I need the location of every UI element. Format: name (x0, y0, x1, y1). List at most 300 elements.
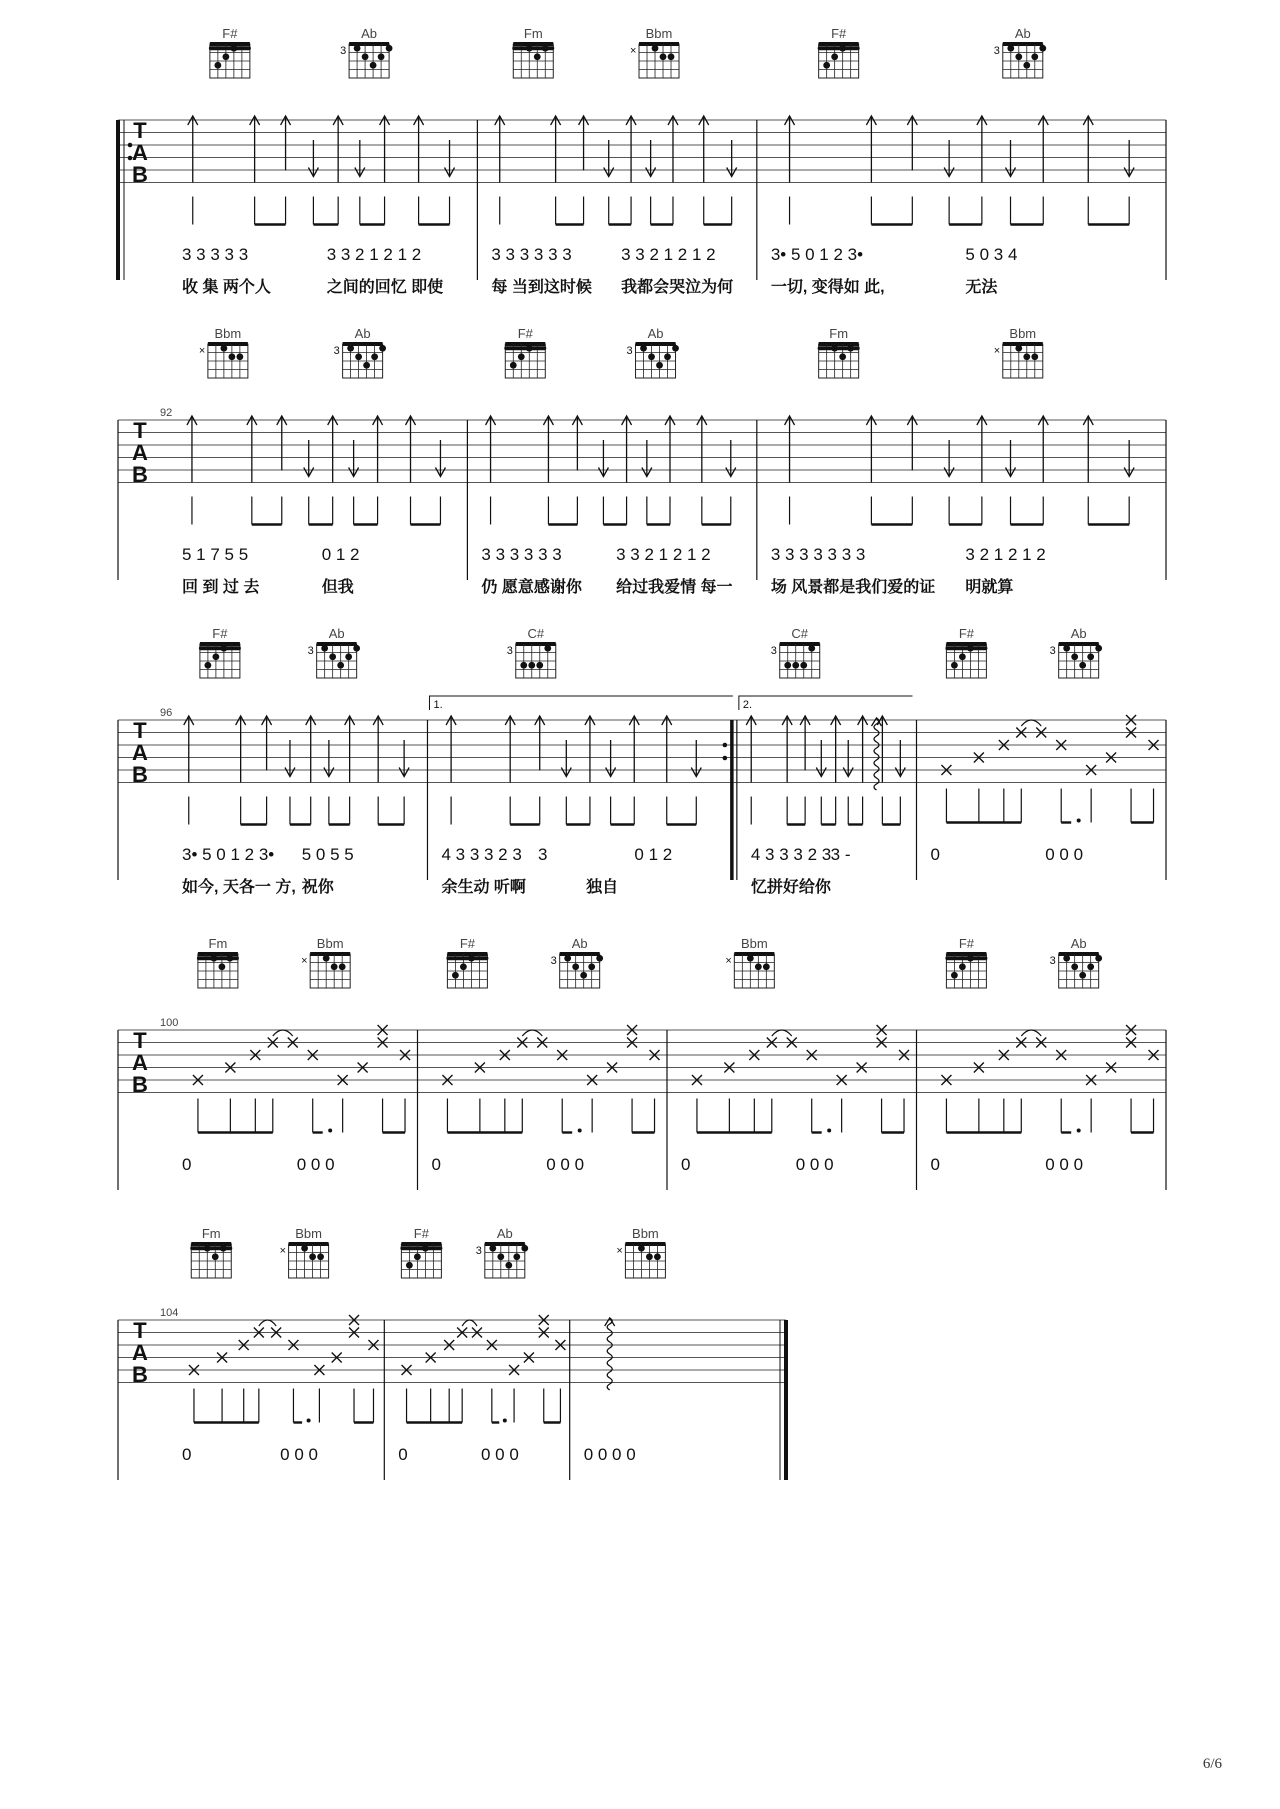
measure (181, 626, 427, 896)
chord-fret-label: × (301, 955, 308, 967)
chord-diagram (1050, 936, 1102, 988)
chord-fret-label: × (616, 1245, 623, 1257)
tab-clef-letter: T (133, 1318, 147, 1343)
chord-finger-dot (640, 345, 647, 352)
chord-finger-dot (572, 963, 579, 970)
chord-finger-dot (347, 345, 354, 352)
chord-finger-dot (526, 345, 533, 352)
chord-finger-dot (222, 53, 229, 60)
chord-diagram (199, 626, 241, 678)
tab-system (118, 626, 1166, 896)
chord-finger-dot (959, 963, 966, 970)
chord-fret-label: 3 (333, 345, 340, 357)
chord-finger-dot (521, 1245, 528, 1252)
chord-finger-dot (1087, 653, 1094, 660)
volta-bracket (739, 696, 913, 710)
chord-finger-dot (1023, 353, 1030, 360)
chord-finger-dot (652, 45, 659, 52)
measure (429, 626, 736, 896)
chord-finger-dot (1023, 62, 1030, 69)
numbered-notation: 3 3 2 1 2 1 2 (621, 245, 716, 264)
chord-name: F# (459, 936, 475, 951)
chord-diagram (340, 26, 392, 78)
measure-number: 92 (160, 407, 173, 419)
chord-diagram (627, 326, 679, 378)
chord-barre (199, 646, 241, 650)
tab-clef-letter: B (132, 1362, 148, 1387)
numbered-notation: 3 3 2 1 2 1 2 (616, 545, 711, 564)
chord-finger-dot (526, 45, 533, 52)
chord-finger-dot (227, 955, 234, 962)
lyric-text: 无法 (965, 279, 998, 296)
numbered-notation: 0 1 2 (321, 545, 360, 564)
numbered-notation: 0 (182, 1155, 192, 1174)
repeat-dot (128, 156, 133, 161)
chord-finger-dot (422, 1245, 429, 1252)
volta-label: 2. (742, 699, 753, 711)
numbered-notation: 0 0 0 0 (583, 1445, 636, 1464)
chord-fret-label: × (993, 345, 1001, 357)
arpeggio-arrowhead (605, 1318, 615, 1326)
rhythm-dot (1077, 1129, 1081, 1133)
chord-finger-dot (646, 1253, 653, 1260)
chord-finger-dot (672, 345, 679, 352)
numbered-notation: 0 0 0 (481, 1445, 519, 1464)
tie-arc (273, 1030, 293, 1036)
chord-finger-dot (951, 972, 958, 979)
chord-name: C# (791, 626, 809, 641)
chord-finger-dot (414, 1253, 421, 1260)
chord-name: C# (527, 626, 545, 641)
tab-clef-letter: B (132, 1072, 148, 1097)
tab-clef-letter: A (132, 1340, 148, 1365)
lyric-text: 明就算 (965, 579, 1014, 596)
chord-finger-dot (1015, 53, 1022, 60)
numbered-notation: 0 (398, 1445, 408, 1464)
numbered-notation: 0 0 0 (546, 1155, 585, 1174)
chord-finger-dot (386, 45, 393, 52)
chord-finger-dot (236, 353, 243, 360)
lyric-text: 独自 (586, 879, 619, 896)
tab-clef-letter: B (132, 462, 148, 487)
tab-clef-letter: T (133, 1028, 147, 1053)
chord-name: Ab (647, 326, 664, 341)
chord-barre (818, 46, 860, 50)
numbered-notation: 3 3 2 1 2 1 2 (326, 245, 422, 264)
numbered-notation: 0 0 0 (280, 1445, 318, 1464)
tab-clef-letter: B (132, 162, 148, 187)
chord-finger-dot (317, 1253, 324, 1260)
numbered-notation: 0 1 2 (634, 845, 673, 864)
numbered-notation: 5 1 7 5 5 (182, 545, 249, 564)
chord-finger-dot (520, 662, 527, 669)
chord-diagram (818, 326, 860, 378)
lyric-text: 但我 (321, 579, 354, 596)
chord-name: Fm (201, 1226, 221, 1241)
chord-finger-dot (354, 45, 361, 52)
numbered-notation: 4 3 3 3 2 3 (441, 845, 522, 864)
chord-name: Ab (354, 326, 371, 341)
chord-fret-label: 3 (626, 345, 633, 357)
lyric-text: 每 当到这时候 (491, 279, 592, 296)
rhythm-dot (578, 1129, 582, 1133)
measure (481, 326, 756, 596)
measure-number: 100 (160, 1017, 179, 1029)
chord-finger-dot (1079, 662, 1086, 669)
chord-name: F# (831, 26, 847, 41)
lyric-text: 余生动 听啊 (441, 879, 526, 896)
chord-finger-dot (831, 53, 838, 60)
numbered-notation: 0 0 0 (296, 1155, 335, 1174)
chord-barre (209, 46, 251, 50)
chord-finger-dot (763, 963, 770, 970)
tab-system (118, 326, 1166, 596)
chord-finger-dot (823, 62, 830, 69)
chord-barre (945, 646, 987, 650)
chord-finger-dot (808, 645, 815, 652)
chord-finger-dot (337, 662, 344, 669)
chord-name: Fm (208, 936, 228, 951)
tab-clef-letter: A (132, 740, 148, 765)
chord-finger-dot (214, 62, 221, 69)
chord-finger-dot (489, 1245, 496, 1252)
tab-clef-letter: A (132, 140, 148, 165)
numbered-notation: 3 - (830, 845, 851, 864)
measure (182, 1226, 384, 1480)
measure (931, 626, 1167, 880)
numbered-notation: 3• 5 0 1 2 3• (182, 845, 275, 864)
chord-finger-dot (1071, 653, 1078, 660)
measure (931, 936, 1167, 1190)
measure (182, 936, 418, 1190)
chord-name: Bbm (645, 26, 673, 41)
chord-finger-dot (1079, 972, 1086, 979)
numbered-notation: 5 0 5 5 (301, 845, 354, 864)
measure (432, 936, 668, 1190)
chord-finger-dot (967, 955, 974, 962)
measure (584, 1226, 786, 1480)
chord-finger-dot (967, 645, 974, 652)
tab-system (118, 936, 1166, 1190)
chord-name: F# (222, 26, 238, 41)
measure (398, 1226, 569, 1480)
numbered-notation: 3 3 3 3 3 3 3 (770, 545, 866, 564)
numbered-notation: 0 (930, 1155, 940, 1174)
chord-diagram (818, 26, 860, 78)
chord-finger-dot (371, 353, 378, 360)
chord-diagram (446, 936, 488, 988)
tab-clef-letter: T (133, 718, 147, 743)
chord-diagram (630, 26, 679, 78)
chord-diagram (945, 626, 987, 678)
measure (491, 26, 756, 296)
tab-clef-letter: A (132, 440, 148, 465)
chord-name: Ab (1070, 936, 1087, 951)
chord-finger-dot (460, 963, 467, 970)
measure-number: 96 (160, 707, 173, 719)
numbered-notation: 0 (182, 1445, 192, 1464)
chord-fret-label: 3 (770, 645, 777, 657)
chord-diagram (945, 936, 987, 988)
lyric-text: 如今, 天各一 方, (182, 879, 296, 896)
rhythm-dot (827, 1129, 831, 1133)
chord-finger-dot (329, 653, 336, 660)
chord-diagram (507, 626, 556, 678)
chord-barre (504, 346, 546, 350)
chord-finger-dot (1007, 45, 1014, 52)
volta-bracket (429, 696, 732, 710)
chord-finger-dot (544, 645, 551, 652)
chord-finger-dot (452, 972, 459, 979)
chord-diagram (994, 26, 1046, 78)
chord-finger-dot (747, 955, 754, 962)
chord-diagram (301, 936, 350, 988)
chord-finger-dot (204, 1245, 211, 1252)
chord-finger-dot (542, 45, 549, 52)
tab-system (118, 26, 1166, 296)
chord-finger-dot (1095, 955, 1102, 962)
chord-name: Ab (1014, 26, 1031, 41)
chord-finger-dot (536, 662, 543, 669)
chord-finger-dot (228, 353, 235, 360)
numbered-notation: 0 (930, 845, 940, 864)
chord-finger-dot (664, 353, 671, 360)
chord-finger-dot (212, 1253, 219, 1260)
chord-finger-dot (959, 653, 966, 660)
chord-finger-dot (370, 62, 377, 69)
chord-finger-dot (648, 353, 655, 360)
chord-finger-dot (497, 1253, 504, 1260)
chord-finger-dot (668, 53, 675, 60)
numbered-notation: 3 3 3 3 3 3 (481, 545, 562, 564)
arpeggio-squiggle (874, 718, 879, 790)
chord-diagram (280, 1226, 329, 1278)
chord-finger-dot (1063, 955, 1070, 962)
page-number: 6/6 (1202, 1756, 1222, 1772)
chord-finger-dot (321, 645, 328, 652)
lyric-text: 场 风景都是我们爱的证 (770, 579, 936, 596)
chord-finger-dot (831, 345, 838, 352)
chord-finger-dot (378, 53, 385, 60)
rhythm-dot (1077, 819, 1081, 823)
chord-barre (400, 1246, 442, 1250)
chord-diagram (725, 936, 774, 988)
lyric-text: 忆拼好给你 (750, 879, 831, 896)
numbered-notation: 0 0 0 (795, 1155, 834, 1174)
chord-diagram (400, 1226, 442, 1278)
chord-fret-label: × (630, 45, 637, 57)
chord-finger-dot (534, 53, 541, 60)
repeat-dot (128, 143, 133, 148)
chord-finger-dot (564, 955, 571, 962)
chord-name: Bbm (1009, 326, 1037, 341)
chord-diagram (512, 26, 554, 78)
chord-finger-dot (331, 963, 338, 970)
lyric-text: 之间的回忆 即使 (326, 279, 444, 296)
chord-finger-dot (755, 963, 762, 970)
chord-finger-dot (1087, 963, 1094, 970)
rhythm-dot (503, 1419, 507, 1423)
lyric-text: 祝你 (301, 879, 334, 896)
chord-finger-dot (784, 662, 791, 669)
chord-name: F# (517, 326, 533, 341)
chord-fret-label: 3 (506, 645, 513, 657)
chord-name: Ab (328, 626, 345, 641)
chord-diagram (190, 1226, 232, 1278)
chord-fret-label: 3 (550, 955, 557, 967)
chord-diagram (199, 326, 248, 378)
chord-diagram (334, 326, 386, 378)
chord-finger-dot (1015, 345, 1022, 352)
chord-finger-dot (656, 362, 663, 369)
tie-arc (462, 1320, 477, 1326)
volta-label: 1. (433, 699, 443, 711)
chord-finger-dot (339, 963, 346, 970)
chord-finger-dot (363, 362, 370, 369)
numbered-notation: 3 (537, 845, 548, 864)
tab-clef-letter: T (133, 418, 147, 443)
chord-diagram (209, 26, 251, 78)
chord-finger-dot (220, 645, 227, 652)
numbered-notation: 0 (431, 1155, 441, 1174)
chord-name: Bbm (295, 1226, 322, 1241)
tab-clef-letter: A (132, 1050, 148, 1075)
tie-arc (1021, 1030, 1041, 1036)
lyric-text: 我都会哭泣为何 (621, 279, 734, 296)
chord-finger-dot (839, 45, 846, 52)
chord-finger-dot (654, 1253, 661, 1260)
chord-diagram (476, 1226, 528, 1278)
chord-name: Bbm (316, 936, 344, 951)
chord-fret-label: 3 (1049, 645, 1056, 657)
chord-finger-dot (1071, 963, 1078, 970)
chord-finger-dot (230, 45, 237, 52)
chord-name: Bbm (214, 326, 242, 341)
chord-name: Ab (1070, 626, 1087, 641)
chord-name: Ab (361, 26, 378, 41)
lyric-text: 给过我爱情 每一 (616, 579, 733, 596)
chord-finger-dot (839, 353, 846, 360)
chord-finger-dot (355, 353, 362, 360)
measure (771, 26, 1166, 296)
chord-finger-dot (220, 1245, 227, 1252)
chord-finger-dot (1031, 353, 1038, 360)
lyric-text: 回 到 过 去 (182, 579, 260, 596)
chord-finger-dot (510, 362, 517, 369)
numbered-notation: 3• 5 0 1 2 3• (770, 245, 864, 264)
chord-finger-dot (212, 653, 219, 660)
tie-arc (1021, 720, 1041, 726)
chord-finger-dot (528, 662, 535, 669)
chord-finger-dot (596, 955, 603, 962)
chord-finger-dot (580, 972, 587, 979)
chord-finger-dot (219, 963, 226, 970)
chord-barre (945, 956, 987, 960)
numbered-notation: 5 0 3 4 (965, 245, 1018, 264)
chord-barre (446, 956, 488, 960)
chord-finger-dot (211, 955, 218, 962)
chord-name: F# (212, 626, 228, 641)
chord-finger-dot (951, 662, 958, 669)
tie-arc (772, 1030, 792, 1036)
chord-finger-dot (800, 662, 807, 669)
chord-fret-label: 3 (340, 45, 347, 57)
chord-finger-dot (1031, 53, 1038, 60)
chord-name: Bbm (632, 1226, 659, 1241)
chord-finger-dot (518, 353, 525, 360)
measure-number: 104 (160, 1307, 179, 1319)
numbered-notation: 3 3 3 3 3 (182, 245, 249, 264)
tie-arc (259, 1320, 276, 1326)
rhythm-dot (307, 1419, 311, 1423)
chord-diagram (551, 936, 603, 988)
chord-name: F# (958, 936, 974, 951)
chord-fret-label: 3 (993, 45, 1000, 57)
chord-finger-dot (406, 1262, 413, 1269)
chord-finger-dot (345, 653, 352, 660)
chord-finger-dot (513, 1253, 520, 1260)
chord-fret-label: × (198, 345, 206, 357)
numbered-notation: 4 3 3 3 2 3 (750, 845, 832, 864)
chord-finger-dot (204, 662, 211, 669)
chord-finger-dot (362, 53, 369, 60)
repeat-dot (723, 743, 728, 748)
chord-finger-dot (638, 1245, 645, 1252)
chord-finger-dot (792, 662, 799, 669)
numbered-notation: 3 2 1 2 1 2 (965, 545, 1046, 564)
numbered-notation: 0 0 0 (1045, 1155, 1084, 1174)
lyric-text: 仍 愿意感谢你 (481, 579, 582, 596)
chord-fret-label: × (725, 955, 732, 967)
rhythm-dot (328, 1129, 332, 1133)
chord-fret-label: 3 (307, 645, 314, 657)
chord-diagram (1050, 626, 1102, 678)
chord-diagram (504, 326, 546, 378)
chord-name: F# (958, 626, 974, 641)
chord-name: Ab (496, 1226, 513, 1241)
chord-name: Bbm (740, 936, 768, 951)
chord-fret-label: × (279, 1245, 287, 1257)
numbered-notation: 3 3 3 3 3 3 (491, 245, 572, 264)
chord-finger-dot (1039, 45, 1046, 52)
tie-arc (522, 1030, 542, 1036)
tab-clef-letter: B (132, 762, 148, 787)
chord-name: Fm (829, 326, 849, 341)
chord-finger-dot (505, 1262, 512, 1269)
chord-finger-dot (847, 345, 854, 352)
chord-finger-dot (301, 1245, 308, 1252)
chord-finger-dot (353, 645, 360, 652)
measure (771, 326, 1166, 596)
chord-name: F# (413, 1226, 429, 1241)
chord-finger-dot (309, 1253, 316, 1260)
chord-finger-dot (379, 345, 386, 352)
measure (182, 26, 477, 296)
repeat-dot (723, 756, 728, 761)
chord-fret-label: 3 (475, 1245, 482, 1257)
measure (182, 326, 467, 596)
chord-finger-dot (468, 955, 475, 962)
numbered-notation: 0 0 0 (1045, 845, 1084, 864)
chord-diagram (616, 1226, 665, 1278)
chord-name: Ab (571, 936, 588, 951)
measure (739, 626, 917, 896)
chord-diagram (197, 936, 239, 988)
chord-name: Fm (523, 26, 543, 41)
lyric-text: 收 集 两个人 (182, 279, 271, 296)
chord-fret-label: 3 (1049, 955, 1056, 967)
chord-finger-dot (660, 53, 667, 60)
